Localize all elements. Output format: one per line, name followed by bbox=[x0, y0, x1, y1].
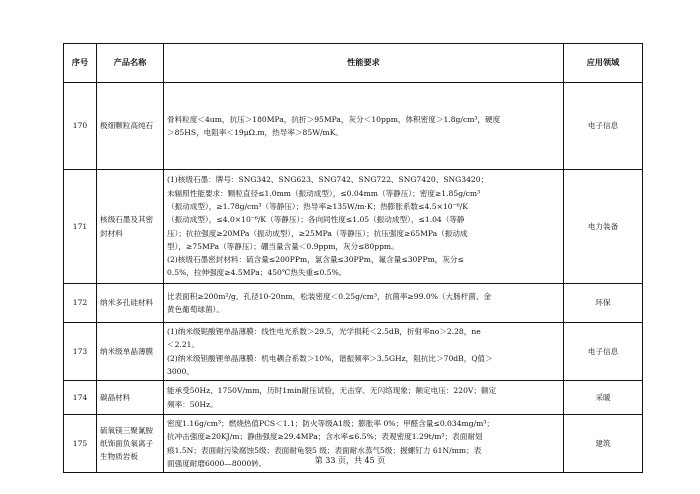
row-application-field: 建筑 bbox=[564, 415, 643, 473]
req-line: 抗冲击强度≥20KJ/m；静曲强度≥29.4MPa；含水率≤6.5%；表观密度1.29t/m³；表面耐划 bbox=[167, 432, 483, 442]
req-line: （振动成型），≤4.0×10⁻⁶/K（等静压）；各向同性度≤1.05（振动成型），≤1.04（等静 bbox=[167, 215, 465, 225]
req-line: 密度1.16g/cm³；燃烧热值PCS＜1.1；防火等级A1级；膨胀率 0%；甲醛含量≤0.034mg/m³； bbox=[167, 419, 495, 429]
row-application-field: 电力装备 bbox=[564, 170, 643, 284]
req-line: 未辐照性能要求：颗粒直径≤1.0mm（振动成型），≤0.04mm（等静压）；密度≥1.85g/cm³ bbox=[167, 188, 481, 198]
table-header-row bbox=[64, 44, 643, 83]
page-number-footer: 第 33 页，共 45 页 bbox=[314, 456, 386, 465]
req-line: ＞85HS，电阻率＜19μΩ.m，热导率＞85W/mK。 bbox=[167, 128, 344, 137]
table-row bbox=[64, 381, 643, 415]
req-line: 比表面积≥200m²/g，孔径10-20nm，松装密度＜0.25g/cm³，抗菌率≥99.0%（大肠杆菌、金 bbox=[167, 291, 492, 301]
header-application-field: 应用领域 bbox=[564, 44, 643, 83]
row-product-name: 核级石墨及其密封材料 bbox=[97, 170, 164, 284]
req-line: 型），≥75MPa（等静压）；硼当量含量＜0.9ppm，灰分≤80ppm。 bbox=[167, 241, 399, 251]
row-product-name: 硫氧镁三聚氰胺纸饰面负氧离子生物质岩板 bbox=[97, 415, 164, 473]
header-serial-no: 序号 bbox=[64, 44, 97, 83]
req-line: 能承受50Hz、1750V/mm，历时1min耐压试验，无击穿、无闪络现象；额定电压：220V；额定 bbox=[167, 386, 497, 396]
req-line: 面强度耐磨6000—8000转。 bbox=[167, 459, 267, 469]
row-performance-req bbox=[164, 170, 564, 284]
row-serial-no: 173 bbox=[64, 323, 97, 381]
row-application-field: 采暖 bbox=[564, 381, 643, 415]
row-application-field: 电子信息 bbox=[564, 323, 643, 381]
product-spec-table bbox=[63, 43, 643, 473]
row-product-name: 纳米多孔硅材料 bbox=[97, 284, 164, 323]
row-performance-req bbox=[164, 83, 564, 170]
row-application-field: 环保 bbox=[564, 284, 643, 323]
req-line: ＜2.21。 bbox=[167, 340, 200, 350]
row-serial-no: 172 bbox=[64, 284, 97, 323]
row-performance-req bbox=[164, 284, 564, 323]
row-serial-no: 174 bbox=[64, 381, 97, 415]
row-product-name: 碳晶材料 bbox=[97, 381, 164, 415]
req-line: (1)纳米级铌酸锂单晶薄膜：线性电光系数＞29.5，光学损耗＜2.5dB，折射率no＞2.28，ne bbox=[167, 327, 481, 336]
row-product-name: 纳米级单晶薄膜 bbox=[97, 323, 164, 381]
row-performance-req bbox=[164, 381, 564, 415]
header-product-name: 产品名称 bbox=[97, 44, 164, 83]
req-line: 黄色葡萄球菌）。 bbox=[167, 305, 224, 314]
row-application-field: 电子信息 bbox=[564, 83, 643, 170]
req-line: 0.5%，拉伸强度≥4.5MPa；450℃热失重≤0.5%。 bbox=[167, 268, 347, 278]
req-line: 骨料粒度＜4um，抗压＞180MPa，抗折＞95MPa，灰分＜10ppm，体积密度＞1.8g/cm³，硬度 bbox=[167, 114, 501, 124]
req-line: (1)核级石墨：牌号：SNG342、SNG623、SNG742、SNG722、SNG7420、SNG3420； bbox=[167, 175, 489, 185]
table-row bbox=[64, 83, 643, 170]
req-line: 痕1.5N；表面耐污染腐蚀5级；表面耐龟裂5 级；表面耐水蒸气5级；握螺钉力 61N/mm；表 bbox=[167, 445, 482, 455]
row-product-name: 极细颗粒高纯石 bbox=[97, 83, 164, 170]
table-row bbox=[64, 170, 643, 284]
req-line: 3000。 bbox=[167, 366, 194, 376]
req-line: (2)纳米级钽酸锂单晶薄膜：机电耦合系数＞10%，谐振频率＞3.5GHz，阻抗比＞70dB，Q值＞ bbox=[167, 353, 493, 363]
row-serial-no: 170 bbox=[64, 83, 97, 170]
header-performance-req: 性能要求 bbox=[164, 44, 564, 83]
row-serial-no: 171 bbox=[64, 170, 97, 284]
row-serial-no: 175 bbox=[64, 415, 97, 473]
req-line: (2)核级石墨密封材料：硫含量≤200PPm，氯含量≤30PPm，氟含量≤30PPm，灰分≤ bbox=[167, 255, 464, 265]
table-row bbox=[64, 323, 643, 381]
req-line: 频率：50Hz。 bbox=[167, 399, 218, 409]
row-performance-req bbox=[164, 323, 564, 381]
req-line: 压）；抗拉强度≥20MPa（振动成型），≥25MPa（等静压）；抗压强度≥65MPa（振动成 bbox=[167, 228, 468, 238]
table-row bbox=[64, 284, 643, 323]
req-line: （振动成型），≥1.78g/cm³（等静压）；热导率≥135W/m·K；热膨胀系数≤4.5×10⁻⁶/K bbox=[167, 201, 468, 211]
